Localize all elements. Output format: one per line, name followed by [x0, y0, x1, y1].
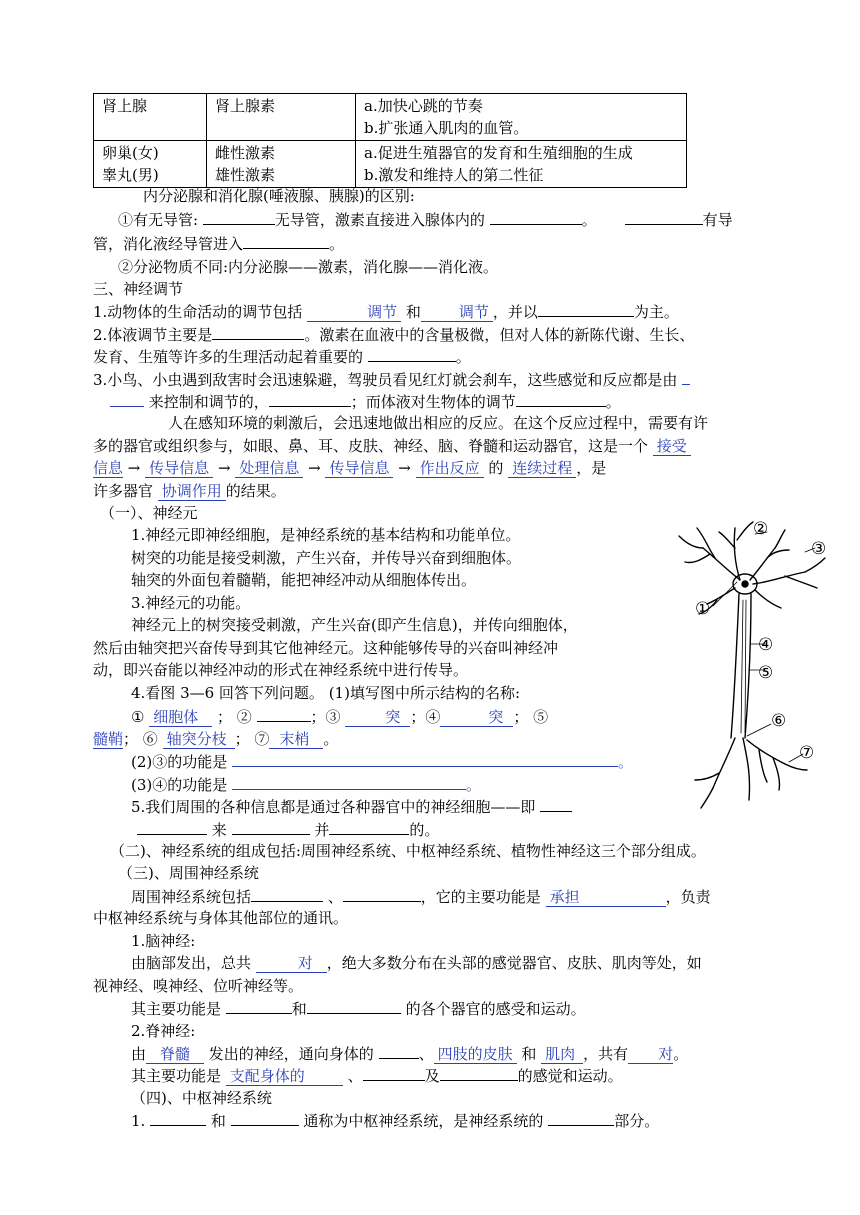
names-line: ① 细胞体 ； ② ；③ 突 ；④ 突 ； ⑤ — [131, 705, 548, 728]
dendrite — [679, 536, 703, 548]
effect-text: b.激发和维持人的第二性征 — [364, 166, 544, 184]
answer: 连续过程 — [508, 459, 576, 478]
blank[interactable] — [363, 1064, 425, 1081]
blank[interactable] — [212, 323, 304, 340]
label-2: ② — [753, 519, 769, 539]
dendrite — [707, 588, 735, 604]
b2-line2: 其主要功能是 支配身体的 、 及 的感觉和运动。 — [131, 1064, 623, 1087]
label-6: ⑥ — [771, 711, 787, 731]
blank[interactable] — [538, 300, 634, 317]
axon-branch — [743, 738, 750, 800]
dendrite — [734, 528, 740, 580]
q3-line: 3.小鸟、小虫遇到敌害时会迅速躲避，驾驶员看见红灯就会刹车，这些感觉和反应都是由 — [93, 368, 690, 391]
axon-branch — [785, 764, 807, 770]
diff-title: 内分泌腺和消化腺(唾液腺、胰腺)的区别: — [143, 187, 415, 205]
blank[interactable] — [110, 390, 144, 407]
answer: 接受 — [653, 437, 691, 456]
arrow: → — [398, 459, 411, 477]
blank[interactable] — [226, 997, 292, 1014]
subsection: 1.脑神经: — [131, 932, 196, 950]
diff2-line: ②分泌物质不同:内分泌腺——激素，消化腺——消化液。 — [118, 258, 499, 276]
section-title: （一）、神经元 — [100, 504, 198, 522]
answer: 对 — [256, 954, 327, 973]
text-line: 然后由轴突把兴奋传导到其它他神经元。这种能够传导的兴奋叫神经冲 — [93, 639, 559, 657]
text-line: 1.神经元即神经细胞，是神经系统的基本结构和功能单位。 — [131, 526, 521, 544]
func-line: (2)③的功能是 。 — [131, 750, 633, 773]
blank[interactable] — [540, 795, 572, 812]
answer: 调节 — [421, 303, 493, 322]
label-7: ⑦ — [799, 743, 815, 763]
answer: 突 — [440, 708, 513, 727]
b1-line: 由脑部发出，总共 对 ，绝大多数分布在头部的感觉器官、皮肤、肌肉等处，如 — [131, 954, 702, 972]
b1-line2: 视神经、嗅神经、位听神经等。 — [93, 977, 304, 995]
dendrite — [753, 572, 805, 584]
axon-core — [741, 600, 743, 733]
nucleus — [742, 581, 748, 587]
dendrite — [719, 532, 735, 548]
text-line: 3.神经元的功能。 — [131, 594, 251, 612]
gland-cell: 肾上腺 — [94, 94, 207, 141]
text-line: 动，即兴奋能以神经冲动的形式在神经系统中进行传导。 — [93, 661, 469, 679]
para-line4: 许多器官 协调作用 的结果。 — [93, 482, 286, 500]
answer: 处理信息 — [235, 459, 303, 478]
leader-line — [713, 582, 737, 606]
para-line2: 多的器官或组织参与，如眼、鼻、耳、皮肤、神经、脑、脊髓和运动器官，这是一个 接受 — [93, 435, 691, 457]
s3-line2: 中枢神经系统与身体其他部位的通讯。 — [93, 909, 349, 927]
text-line: 4.看图 3—6 回答下列问题。 (1)填写图中所示结构的名称: — [131, 684, 521, 702]
dendrite — [750, 548, 775, 580]
axon-branch — [701, 788, 713, 808]
blank[interactable] — [625, 208, 703, 225]
axon-core — [745, 600, 746, 733]
answer: 肌肉 — [541, 1045, 583, 1064]
q2-line2: 发育、生殖等许多的生理活动起着重要的 。 — [93, 345, 471, 368]
blank[interactable] — [516, 390, 606, 407]
blank[interactable] — [232, 818, 310, 835]
diff1-line: ①有无导管: 无导管，激素直接进入腺体内的 。 有导 — [118, 208, 733, 231]
blank[interactable] — [243, 232, 329, 249]
answer: 突 — [345, 708, 410, 727]
func-line: (3)④的功能是 。 — [131, 773, 481, 796]
blank[interactable] — [440, 1064, 518, 1081]
arrow: → — [308, 459, 321, 477]
blank[interactable] — [548, 1109, 614, 1126]
answer: 髓鞘 — [93, 730, 124, 748]
section-title: （三)、周围神经系统 — [118, 864, 259, 882]
para-line1: 人在感知环境的刺激后，会迅速地做出相应的反应。在这个反应过程中，需要有许 — [168, 414, 709, 432]
text-line: 轴突的外面包着髓鞘，能把神经冲动从细胞体传出。 — [131, 571, 477, 589]
neuron-figure — [655, 518, 835, 818]
label-3: ③ — [811, 539, 827, 559]
blank[interactable] — [329, 818, 409, 835]
names-line2: 髓鞘； ⑥ 轴突分枝 ； ⑦ 末梢 。 — [93, 730, 339, 748]
q1-line: 1.动物体的生命活动的调节包括 调节 和 调节 ，并以 为主。 — [93, 300, 679, 323]
arrow: → — [127, 459, 141, 477]
answer: 轴突分枝 — [163, 730, 235, 749]
effects-cell — [356, 94, 687, 141]
answer: 调节 — [307, 303, 401, 322]
endocrine-table — [93, 93, 687, 188]
hormone-cell: 肾上腺素 — [207, 94, 356, 141]
q3-line2: 来控制和调节的， ；而体液对生物体的调节 。 — [110, 390, 621, 413]
blank[interactable] — [379, 1042, 419, 1059]
blank[interactable] — [343, 885, 421, 902]
answer: 支配身体的 — [226, 1067, 343, 1086]
blank[interactable] — [269, 390, 351, 407]
answer: 传导信息 — [145, 459, 213, 478]
label-1: ① — [695, 599, 711, 619]
blank[interactable] — [232, 773, 466, 790]
q2-line: 2.体液调节主要是 。激素在血液中的含量极微，但对人体的新陈代谢、生长、 — [93, 323, 694, 346]
dendrite — [775, 530, 785, 548]
axon-branch — [759, 750, 767, 782]
leader-line — [747, 724, 771, 736]
b1-line3: 其主要功能是 和 的各个器官的感受和运动。 — [131, 997, 586, 1020]
axon-branch — [695, 773, 719, 780]
arrow: → — [217, 459, 231, 477]
answer: 信息 — [93, 459, 124, 477]
answer: 末梢 — [269, 730, 323, 749]
text-line: 神经元上的树突接受刺激，产生兴奋(即产生信息)，并传向细胞体， — [131, 616, 578, 634]
blank[interactable] — [203, 208, 275, 225]
answer: 脊髓 — [146, 1045, 204, 1064]
s3-line: 周围神经系统包括 、 ，它的主要功能是 承担 ，负责 — [131, 885, 711, 908]
axon-branch — [747, 740, 785, 764]
subsection: 2.脊神经: — [131, 1022, 196, 1040]
hormone-cell: 雌性激素 雄性激素 — [207, 141, 356, 188]
axon-branch — [773, 758, 780, 790]
blank[interactable] — [150, 1109, 206, 1126]
blank[interactable] — [490, 208, 582, 225]
answer: 四肢的皮肤 — [434, 1045, 517, 1064]
b2-line: 由 脊髓 发出的神经，通向身体的 、 四肢的皮肤 和 肌肉 ，共有 对。 — [131, 1042, 688, 1065]
q5-line: 5.我们周围的各种信息都是通过各种器官中的神经细胞——即 — [131, 795, 572, 818]
s4-line: 1. 和 通称为中枢神经系统，是神经系统的 部分。 — [131, 1109, 659, 1132]
answer: 传导信息 — [325, 459, 393, 478]
blank[interactable] — [368, 345, 456, 362]
answer: 协调作用 — [158, 482, 226, 501]
dendrite — [755, 590, 781, 608]
axon — [731, 594, 739, 738]
effect-text: b.扩张通入肌肉的血管。 — [364, 119, 529, 137]
blank[interactable] — [682, 368, 690, 385]
blank[interactable] — [257, 705, 311, 722]
answer: 对 — [628, 1045, 673, 1064]
axon-branch — [713, 738, 735, 788]
effect-text: a.促进生殖器官的发育和生殖细胞的生成 — [364, 144, 633, 162]
answer: 承担 — [546, 888, 666, 907]
label-5: ⑤ — [758, 663, 774, 683]
effects-cell — [356, 141, 687, 188]
blank[interactable] — [231, 1109, 299, 1126]
blank[interactable] — [307, 997, 401, 1014]
q5-line2: 来 并 的。 — [137, 818, 439, 841]
section-title: （二)、神经系统的组成包括:周围神经系统、中枢神经系统、植物性神经这三个部分组成。 — [110, 842, 706, 860]
blank[interactable] — [232, 750, 618, 767]
gland-cell: 卵巢(女) 睾丸(男) — [94, 141, 207, 188]
answer: 作出反应 — [416, 459, 484, 478]
dendrite — [785, 576, 817, 588]
table-row — [94, 94, 687, 141]
dendrite — [685, 554, 710, 563]
blank[interactable] — [251, 885, 323, 902]
table-row — [94, 141, 687, 188]
effect-text: a.加快心跳的节奏 — [364, 97, 483, 115]
dendrite — [805, 558, 825, 572]
label-4: ④ — [758, 635, 774, 655]
section-title: 三、神经调节 — [93, 280, 184, 298]
answer: 细胞体 — [149, 708, 212, 727]
text-line: 树突的功能是接受刺激，产生兴奋，并传导兴奋到细胞体。 — [131, 549, 522, 567]
blank[interactable] — [137, 818, 207, 835]
section-title: （四)、中枢神经系统 — [131, 1089, 272, 1107]
dendrite — [737, 522, 753, 540]
dendrite — [697, 528, 715, 558]
diff1-line2: 管，消化液经导管进入 。 — [93, 232, 344, 255]
para-line3: 信息 → 传导信息 → 处理信息 → 传导信息 → 作出反应 的 连续过程 ，是 — [93, 459, 607, 477]
